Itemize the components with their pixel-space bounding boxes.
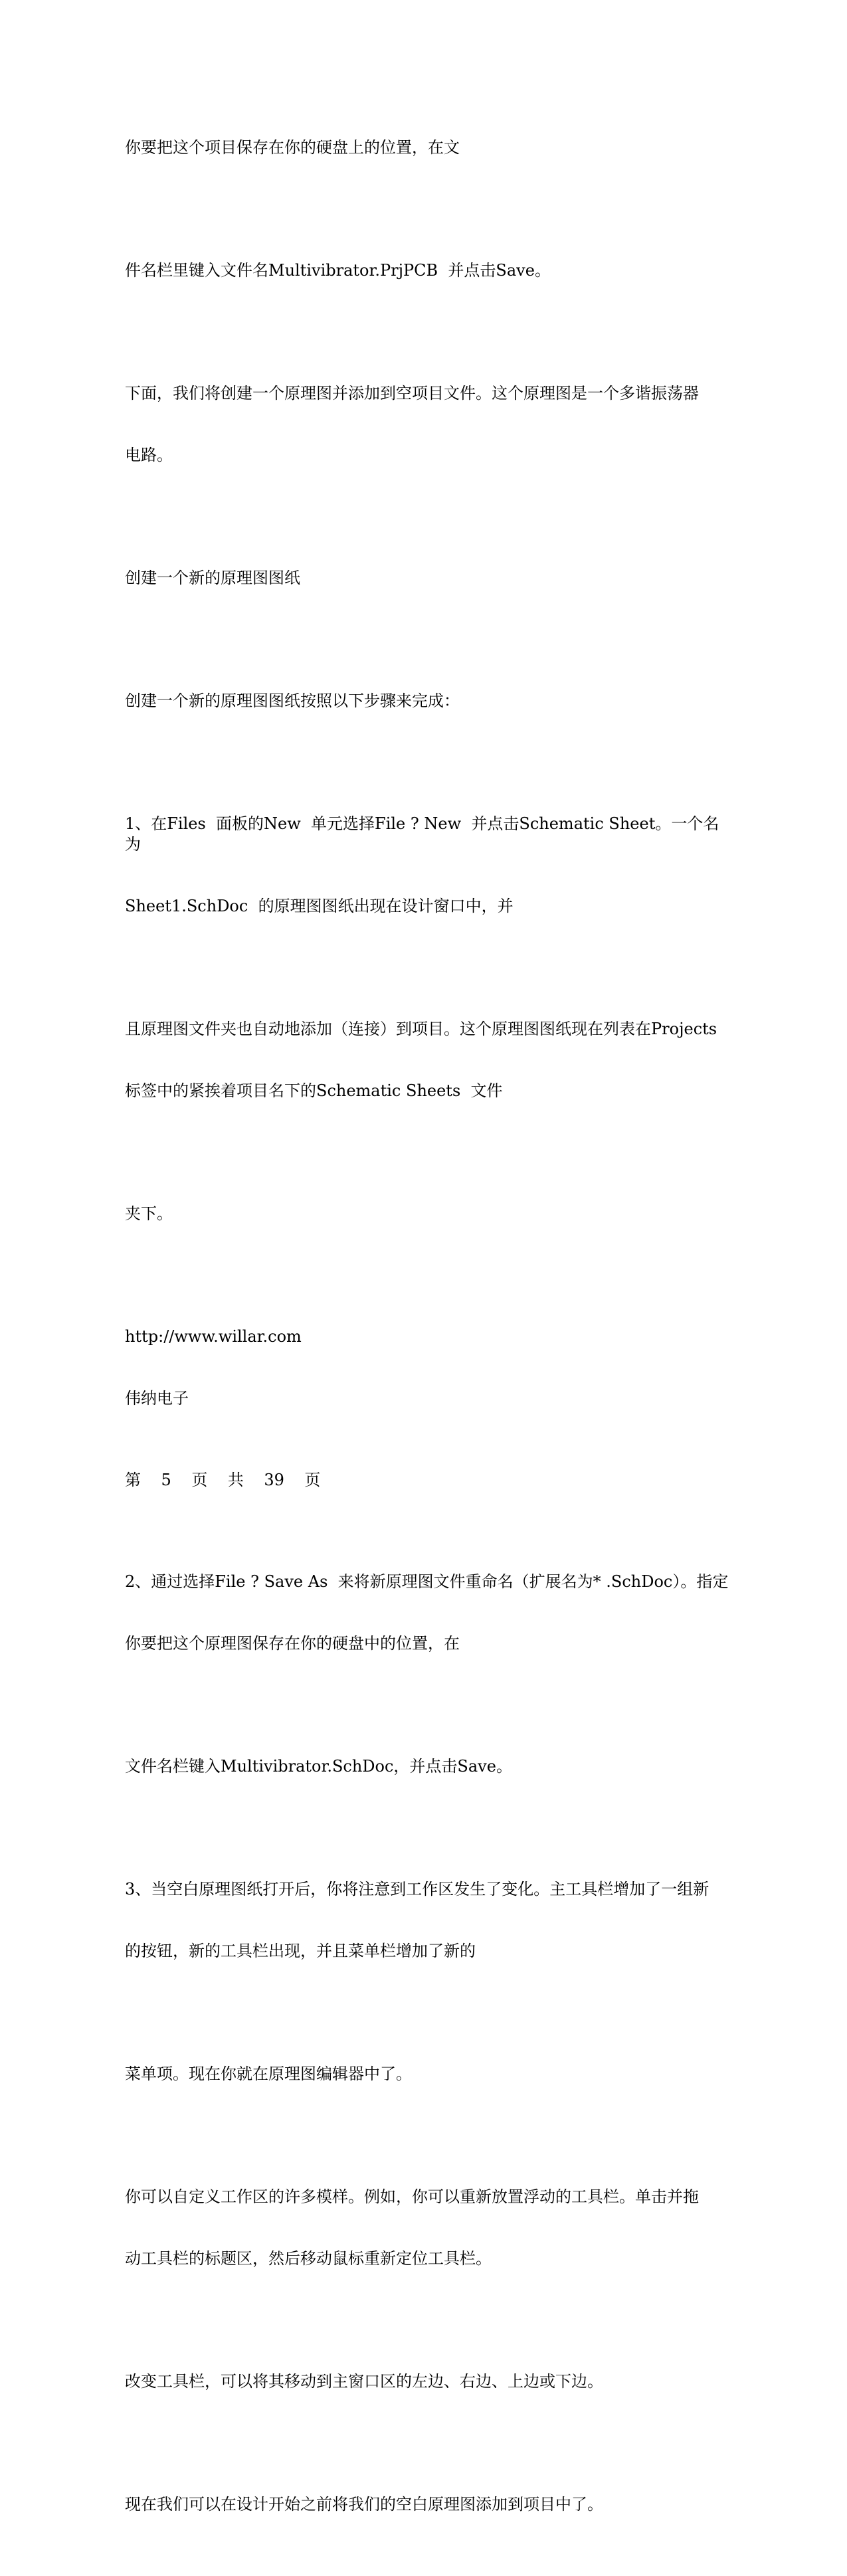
paragraph [125,2330,729,2433]
paragraph [125,1530,729,1695]
paragraph [125,1715,729,1818]
text-line: 现在我们可以在设计开始之前将我们的空白原理图添加到项目中了。 [125,2495,603,2514]
page-word: 页 [191,1471,208,1489]
text-line: 件名栏里键入文件名Multivibrator.PrjPCB 并点击Save。 [125,261,551,280]
section-heading [125,527,729,630]
text-column [125,96,729,2576]
paragraph [125,2146,729,2310]
text-line: 创建一个新的原理图图纸 [125,569,300,587]
footer-source [125,1285,729,1450]
section-after [125,1530,729,2556]
page-number [125,1470,729,1491]
paragraph [125,219,729,322]
paragraph [125,2023,729,2126]
text-line: 文件名栏键入Multivibrator.SchDoc，并点击Save。 [125,1757,512,1776]
text-line: 且原理图文件夹也自动地添加（连接）到项目。这个原理图图纸现在列表在Projects [125,1020,717,1038]
paragraph [125,978,729,1143]
text-line: 2、通过选择File ? Save As 来将新原理图文件重命名（扩展名为* .SchDoc）。指定 [125,1572,729,1591]
text-line: Sheet1.SchDoc 的原理图图纸出现在设计窗口中，并 [125,897,514,915]
paragraph [125,342,729,507]
paragraph [125,650,729,753]
text-line: 下面，我们将创建一个原理图并添加到空项目文件。这个原理图是一个多谐振荡器 [125,384,699,403]
page-suffix: 页 [304,1471,321,1489]
paragraph [125,1162,729,1265]
text-line: 菜单项。现在你就在原理图编辑器中了。 [125,2065,412,2083]
page-current: 5 [161,1471,171,1489]
text-line: 电路。 [125,446,173,464]
paragraph [125,96,729,199]
text-line: 1、在Files 面板的New 单元选择File ? New 并点击Schematic Sheet。一个名为 [125,814,719,854]
text-line: 的按钮，新的工具栏出现，并且菜单栏增加了新的 [125,1942,476,1960]
text-line: 你可以自定义工作区的许多模样。例如，你可以重新放置浮动的工具栏。单击并拖 [125,2187,699,2206]
footer-company: 伟纳电子 [125,1389,189,1408]
text-line: 标签中的紧挨着项目名下的Schematic Sheets 文件 [125,1081,503,1100]
text-line: 3、当空白原理图纸打开后，你将注意到工作区发生了变化。主工具栏增加了一组新 [125,1880,709,1898]
section-before [125,96,729,1491]
text-line: 动工具栏的标题区，然后移动鼠标重新定位工具栏。 [125,2249,492,2268]
page-prefix: 第 [125,1471,141,1489]
text-line: 你要把这个原理图保存在你的硬盘中的位置，在 [125,1634,460,1653]
footer-url: http://www.willar.com [125,1327,302,1346]
text-line: 夹下。 [125,1204,173,1223]
page-break-gap [125,1491,729,1530]
text-line: 改变工具栏，可以将其移动到主窗口区的左边、右边、上边或下边。 [125,2372,603,2391]
page-total: 39 [264,1471,284,1489]
paragraph [125,773,729,958]
paragraph [125,2453,729,2556]
text-line: 你要把这个项目保存在你的硬盘上的位置，在文 [125,138,460,157]
page-total-word: 共 [227,1471,244,1489]
paragraph [125,1838,729,2003]
text-line: 创建一个新的原理图图纸按照以下步骤来完成： [125,691,460,710]
